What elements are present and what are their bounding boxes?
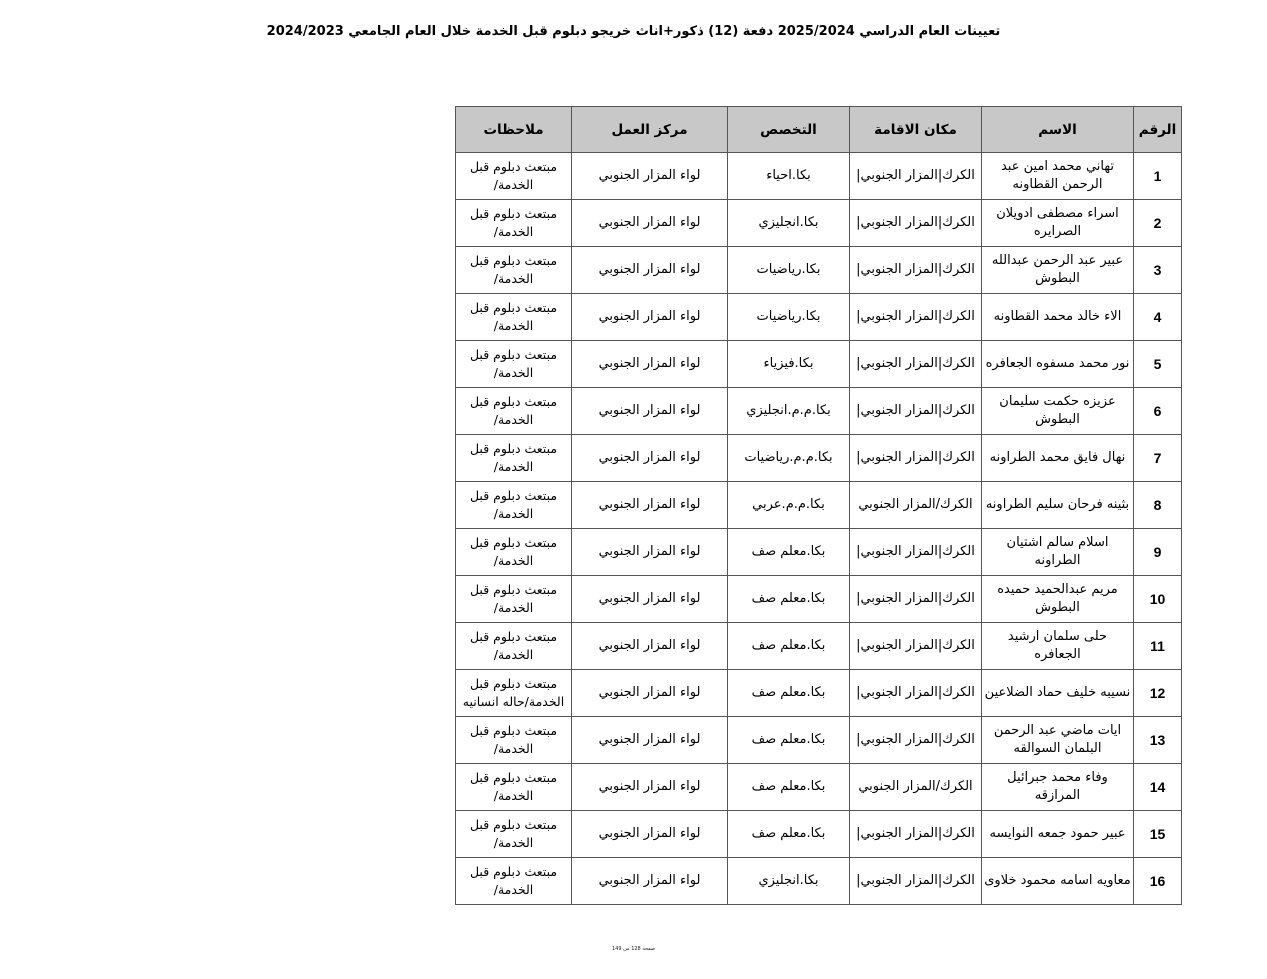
table-row bbox=[456, 294, 1182, 341]
table-row bbox=[456, 529, 1182, 576]
cell-name: نور محمد مسفوه الجعافره bbox=[982, 341, 1134, 388]
cell-specialty: بكا.م.م.عربي bbox=[728, 482, 850, 529]
cell-name: عبير حمود جمعه النوايسه bbox=[982, 811, 1134, 858]
cell-number: 6 bbox=[1134, 388, 1182, 435]
cell-residence: الكرك/المزار الجنوبي bbox=[850, 764, 982, 811]
cell-residence: الكرك|المزار الجنوبي| bbox=[850, 623, 982, 670]
cell-work-center: لواء المزار الجنوبي bbox=[572, 764, 728, 811]
table-row bbox=[456, 435, 1182, 482]
cell-notes: مبتعث دبلوم قبل الخدمة/ bbox=[456, 858, 572, 905]
cell-number: 1 bbox=[1134, 153, 1182, 200]
cell-number: 4 bbox=[1134, 294, 1182, 341]
appointments-table bbox=[455, 106, 1182, 905]
table-row bbox=[456, 200, 1182, 247]
cell-residence: الكرك|المزار الجنوبي| bbox=[850, 294, 982, 341]
cell-name: وفاء محمد جبرائيل المرازقه bbox=[982, 764, 1134, 811]
cell-notes: مبتعث دبلوم قبل الخدمة/ bbox=[456, 153, 572, 200]
cell-name: مريم عبدالحميد حميده البطوش bbox=[982, 576, 1134, 623]
cell-number: 12 bbox=[1134, 670, 1182, 717]
cell-residence: الكرك/المزار الجنوبي bbox=[850, 482, 982, 529]
cell-number: 11 bbox=[1134, 623, 1182, 670]
cell-residence: الكرك|المزار الجنوبي| bbox=[850, 529, 982, 576]
cell-specialty: بكا.معلم صف bbox=[728, 623, 850, 670]
cell-specialty: بكا.انجليزي bbox=[728, 858, 850, 905]
table-row bbox=[456, 764, 1182, 811]
cell-name: بثينه فرحان سليم الطراونه bbox=[982, 482, 1134, 529]
table-row bbox=[456, 153, 1182, 200]
cell-number: 7 bbox=[1134, 435, 1182, 482]
cell-specialty: بكا.م.م.رياضيات bbox=[728, 435, 850, 482]
cell-name: ايات ماضي عبد الرحمن البلمان السوالقه bbox=[982, 717, 1134, 764]
cell-notes: مبتعث دبلوم قبل الخدمة/ bbox=[456, 576, 572, 623]
cell-specialty: بكا.م.م.انجليزي bbox=[728, 388, 850, 435]
cell-residence: الكرك|المزار الجنوبي| bbox=[850, 717, 982, 764]
cell-residence: الكرك|المزار الجنوبي| bbox=[850, 153, 982, 200]
cell-notes: مبتعث دبلوم قبل الخدمة/ bbox=[456, 482, 572, 529]
table-row bbox=[456, 811, 1182, 858]
cell-specialty: بكا.معلم صف bbox=[728, 764, 850, 811]
cell-name: حلى سلمان ارشيد الجعافره bbox=[982, 623, 1134, 670]
cell-work-center: لواء المزار الجنوبي bbox=[572, 294, 728, 341]
cell-specialty: بكا.معلم صف bbox=[728, 717, 850, 764]
cell-number: 14 bbox=[1134, 764, 1182, 811]
cell-work-center: لواء المزار الجنوبي bbox=[572, 153, 728, 200]
cell-specialty: بكا.معلم صف bbox=[728, 529, 850, 576]
cell-specialty: بكا.فيزياء bbox=[728, 341, 850, 388]
page-number-footer: صفحة 128 من 149 bbox=[611, 946, 656, 952]
cell-name: اسراء مصطفى ادويلان الصرايره bbox=[982, 200, 1134, 247]
table-row bbox=[456, 482, 1182, 529]
table-row bbox=[456, 858, 1182, 905]
header-notes: ملاحظات bbox=[456, 107, 572, 153]
cell-name: نهال فايق محمد الطراونه bbox=[982, 435, 1134, 482]
table-header-row bbox=[456, 107, 1182, 153]
cell-notes: مبتعث دبلوم قبل الخدمة/ bbox=[456, 388, 572, 435]
cell-name: عبير عبد الرحمن عبدالله البطوش bbox=[982, 247, 1134, 294]
table-row bbox=[456, 670, 1182, 717]
cell-residence: الكرك|المزار الجنوبي| bbox=[850, 388, 982, 435]
cell-work-center: لواء المزار الجنوبي bbox=[572, 529, 728, 576]
cell-name: نسيبه خليف حماد الضلاعين bbox=[982, 670, 1134, 717]
header-name: الاسم bbox=[982, 107, 1134, 153]
header-work-center: مركز العمل bbox=[572, 107, 728, 153]
table-row bbox=[456, 388, 1182, 435]
cell-notes: مبتعث دبلوم قبل الخدمة/ bbox=[456, 529, 572, 576]
header-number: الرقم bbox=[1134, 107, 1182, 153]
cell-residence: الكرك|المزار الجنوبي| bbox=[850, 247, 982, 294]
table-row bbox=[456, 247, 1182, 294]
cell-number: 15 bbox=[1134, 811, 1182, 858]
cell-specialty: بكا.معلم صف bbox=[728, 670, 850, 717]
cell-notes: مبتعث دبلوم قبل الخدمة/حاله انسانيه bbox=[456, 670, 572, 717]
header-residence: مكان الاقامة bbox=[850, 107, 982, 153]
cell-specialty: بكا.معلم صف bbox=[728, 576, 850, 623]
header-specialty: التخصص bbox=[728, 107, 850, 153]
cell-notes: مبتعث دبلوم قبل الخدمة/ bbox=[456, 247, 572, 294]
cell-number: 16 bbox=[1134, 858, 1182, 905]
cell-notes: مبتعث دبلوم قبل الخدمة/ bbox=[456, 623, 572, 670]
cell-name: عزيزه حكمت سليمان البطوش bbox=[982, 388, 1134, 435]
cell-residence: الكرك|المزار الجنوبي| bbox=[850, 576, 982, 623]
cell-residence: الكرك|المزار الجنوبي| bbox=[850, 200, 982, 247]
table-row bbox=[456, 717, 1182, 764]
cell-work-center: لواء المزار الجنوبي bbox=[572, 670, 728, 717]
cell-residence: الكرك|المزار الجنوبي| bbox=[850, 858, 982, 905]
cell-name: معاويه اسامه محمود خلاوى bbox=[982, 858, 1134, 905]
document-title: تعيينات العام الدراسي 2025/2024 دفعة (12) ذكور+اناث خريجو دبلوم قبل الخدمة خلال العام الجامعي 2024/2023 bbox=[266, 24, 1001, 39]
cell-work-center: لواء المزار الجنوبي bbox=[572, 200, 728, 247]
cell-notes: مبتعث دبلوم قبل الخدمة/ bbox=[456, 435, 572, 482]
cell-number: 3 bbox=[1134, 247, 1182, 294]
cell-specialty: بكا.رياضيات bbox=[728, 247, 850, 294]
cell-residence: الكرك|المزار الجنوبي| bbox=[850, 811, 982, 858]
cell-specialty: بكا.انجليزي bbox=[728, 200, 850, 247]
cell-notes: مبتعث دبلوم قبل الخدمة/ bbox=[456, 200, 572, 247]
cell-work-center: لواء المزار الجنوبي bbox=[572, 576, 728, 623]
cell-work-center: لواء المزار الجنوبي bbox=[572, 811, 728, 858]
cell-specialty: بكا.رياضيات bbox=[728, 294, 850, 341]
cell-notes: مبتعث دبلوم قبل الخدمة/ bbox=[456, 811, 572, 858]
cell-name: اسلام سالم اشتيان الطراونه bbox=[982, 529, 1134, 576]
cell-work-center: لواء المزار الجنوبي bbox=[572, 717, 728, 764]
cell-notes: مبتعث دبلوم قبل الخدمة/ bbox=[456, 294, 572, 341]
cell-residence: الكرك|المزار الجنوبي| bbox=[850, 341, 982, 388]
cell-notes: مبتعث دبلوم قبل الخدمة/ bbox=[456, 764, 572, 811]
cell-work-center: لواء المزار الجنوبي bbox=[572, 435, 728, 482]
table-row bbox=[456, 576, 1182, 623]
cell-number: 13 bbox=[1134, 717, 1182, 764]
cell-specialty: بكا.معلم صف bbox=[728, 811, 850, 858]
cell-number: 5 bbox=[1134, 341, 1182, 388]
cell-name: الاء خالد محمد القطاونه bbox=[982, 294, 1134, 341]
cell-notes: مبتعث دبلوم قبل الخدمة/ bbox=[456, 717, 572, 764]
cell-work-center: لواء المزار الجنوبي bbox=[572, 247, 728, 294]
cell-specialty: بكا.احياء bbox=[728, 153, 850, 200]
cell-work-center: لواء المزار الجنوبي bbox=[572, 858, 728, 905]
cell-name: تهاني محمد امين عبد الرحمن القطاونه bbox=[982, 153, 1134, 200]
cell-notes: مبتعث دبلوم قبل الخدمة/ bbox=[456, 341, 572, 388]
table-row bbox=[456, 623, 1182, 670]
cell-number: 10 bbox=[1134, 576, 1182, 623]
cell-work-center: لواء المزار الجنوبي bbox=[572, 341, 728, 388]
cell-number: 8 bbox=[1134, 482, 1182, 529]
cell-work-center: لواء المزار الجنوبي bbox=[572, 388, 728, 435]
table-row bbox=[456, 341, 1182, 388]
cell-residence: الكرك|المزار الجنوبي| bbox=[850, 670, 982, 717]
cell-work-center: لواء المزار الجنوبي bbox=[572, 623, 728, 670]
cell-residence: الكرك|المزار الجنوبي| bbox=[850, 435, 982, 482]
cell-number: 9 bbox=[1134, 529, 1182, 576]
cell-number: 2 bbox=[1134, 200, 1182, 247]
cell-work-center: لواء المزار الجنوبي bbox=[572, 482, 728, 529]
